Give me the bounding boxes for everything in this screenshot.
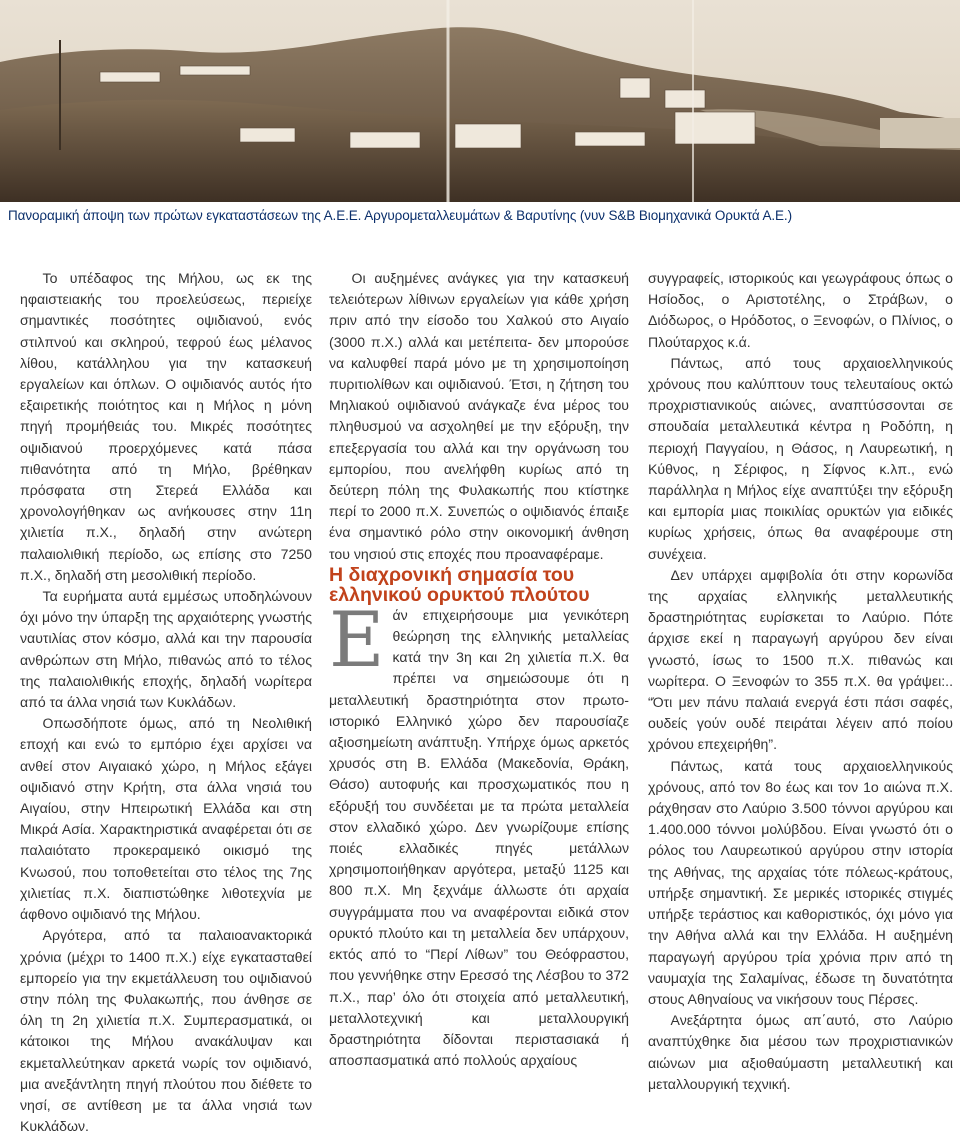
panoramic-mine-photo-icon	[0, 0, 960, 202]
paragraph: Πάντως, από τους αρχαιοελληνικούς χρόνους που καλύπτουν τους τελευταίους οκτώ προχριστιανικούς αιώνες, αναπτύσσονται σε σπουδαία μεταλλευτικά κέντρα η Ροδόπη, η περιοχή Παγγαίου, η Θάσος, η Λαυρεωτική, η Κύθνος, η Σέριφος, η Σίφνος κ.λπ., ενώ παράλληλα η Μήλος είχε αναπτύξει την εξόρυξη και εμπορία μιας ποικιλίας ορυκτών για ειδικές κυρίως χρήσεις, όπως θα αναφέρουμε στη συνέχεια.	[648, 354, 953, 562]
paragraph: Το υπέδαφος της Μήλου, ως εκ της ηφαιστειακής του προελεύσεως, περιείχε σημαντικές ποσότητες οψιδιανού, ενός στιλπνού και σκληρού, τεφρού έως μέλανος λίθου, κατάλληλου για την κατασκευή εργαλείων και όπλων. Ο οψιδιανός αυτός ήτο εξαιρετικής ποιότητος και η Μήλος η μόνη πηγή προμήθειάς του. Μικρές ποσότητες οψιδιανού προερχόμενες κατά πάσα πιθανότητα από τη Μήλο, βρέθηκαν πρόσφατα στη Στερεά Ελλάδα και χρονολογήθηκαν ως ανήκουσες στην 11η χιλιετία π.Χ., δηλαδή στην ανώτερη παλαιολιθική περίοδο, ως επίσης στο 7250 π.Χ., δηλαδή στη μεσολιθική περίοδο.	[20, 270, 312, 583]
paragraph: Τα ευρήματα αυτά εμμέσως υποδηλώνουν όχι μόνο την ύπαρξη της αρχαιότερης γνωστής ναυτιλίας στον κόσμο, αλλά και την παρουσία ανθρώπων στη Μήλο, πιθανώς από το τέλος της παλαιολιθικής εποχής, δηλαδή νωρίτερα από τα άλλα νησιά των Κυκλάδων.	[20, 588, 312, 711]
paragraph: Πάντως, κατά τους αρχαιοελληνικούς χρόνους, από τον 8ο έως και τον 1ο αιώνα π.Χ. ράχθησαν στο Λαύριο 3.500 τόννοι αργύρου και 1.400.000 τόννοι μολύβδου. Είναι γνωστό ότι ο ρόλος του Λαυρεωτικού αργύρου στην ιστορία της Αθήνας, της αρχαίας τότε πόλεως-κράτους, υπήρξε σημαντική. Σε μερικές ιστορικές στιγμές υπήρξε τεράστιος και καθοριστικός, όχι μόνο για την Αθήνα αλλά και την Ελλάδα. Η αυξημένη παραγωγή αργύρου τρία χρόνια πριν από τη ναυμαχία της Σαλαμίνας, έδωσε τη δυνατότητα στους Αθηναίους να νικήσουν τους Πέρσες.	[648, 757, 953, 1007]
article-column-3	[648, 268, 953, 1095]
paragraph: Αργότερα, από τα παλαιοανακτορικά χρόνια (μέχρι το 1400 π.Χ.) είχε εγκατασταθεί εμπορείο για την εκμετάλλευση του οψιδιανού στην πόλη της Φυλακωπής, που άνθησε σε όλη τη 2η χιλιετία π.Χ. Συμπερασματικά, οι κάτοικοι της Μήλου ανακάλυψαν και εκμεταλλεύτηκαν αρκετά νωρίς τον οψιδιανό, μια ανεξάντλητη πηγή πλούτου που διέθετε το νησί, σε αντίθεση με τα άλλα νησιά των Κυκλάδων.	[20, 927, 312, 1135]
drop-cap: Ε	[329, 594, 385, 684]
article-column-2	[329, 268, 629, 1071]
paragraph: Οπωσδήποτε όμως, από τη Νεολιθική εποχή και ενώ το εμπόριο έχει αρχίσει να ανθεί στον Αιγαιακό χώρο, η Μήλος εξάγει οψιδιανό στην Κρήτη, στα άλλα νησιά του Αιγαίου, στην Ηπειρωτική Ελλάδα και στη Μικρά Ασία. Χαρακτηριστικά αναφέρεται ότι σε παλαιότατο προκεραμεικό οικισμό της Κνωσού, που τοποθετείται στο τέλος της 7ης χιλιετίας π.Χ. διαπιστώθηκε λιθοτεχνία με άφθονο οψιδιανό της Μήλου.	[20, 715, 312, 923]
panoramic-photo	[0, 0, 960, 202]
article-column-1	[20, 268, 312, 1137]
paragraph: Δεν υπάρχει αμφιβολία ότι στην κορωνίδα της αρχαίας ελληνικής μεταλλευτικής δραστηριότητας ευρίσκεται το Λαύριο. Πότε άρχισε εκεί η παραγωγή αργύρου δεν είναι γνωστό, ίσως το 1500 π.Χ. πιθανώς και νωρίτερα. Ο Ξενοφών το 355 π.Χ. θα γράψει:.. “Ότι μεν πάνυ παλαιά ενεργά έστι πάσι σαφές, ουδείς γούν ουδέ πειράται λέγειν από ποίου χρόνου επεχειρήθη”.	[648, 566, 953, 753]
section-heading: Η διαχρονική σημασία του ελληνικού ορυκτού πλούτου	[329, 563, 590, 606]
paragraph-text: άν επιχειρήσουμε μια γενικότερη θεώρηση της ελληνικής μεταλλείας κατά την 3η και 2η χιλιετία π.Χ. θα πρέπει να σημειώσουμε ότι η μεταλλευτική δραστηριότητα στον πρωτο-ιστορικό Ελληνικό χώρο δεν παρουσίαζε αξιοσημείωτη ανάπτυξη. Υπήρχε όμως αρκετός χρυσός στη Β. Ελλάδα (Μακεδονία, Θράκη, Θάσο) αυτοφυής και προσχωματικός που η εξόρυξή του συνδέεται με τα πρώτα μεταλλεία στον ελλαδικό χώρο. Δεν γνωρίζουμε επίσης ποιές ελλαδικές πηγές μετάλλων χρησιμοποιήθηκαν αργότερα, μεταξύ 1125 και 800 π.Χ. Μη ξεχνάμε άλλωστε ότι αρχαία συγγράμματα που να αναφέρονται ειδικά στον ορυκτό πλούτο και τη μεταλλεία δεν υπάρχουν, εκτός από το “Περί Λίθων” του Θεόφραστου, που γεννήθηκε στην Ερεσσό της Λέσβου το 372 π.Χ., παρ’ όλο ότι στοιχεία από μεταλλευτική, μεταλλοτεχνική και μεταλλουργική δραστηριότητα δίδονται περιστασιακά ή αποσπασματικά από πολλούς αρχαίους	[329, 606, 629, 1069]
paragraph: Ανεξάρτητα όμως απ΄αυτό, στο Λαύριο αναπτύχθηκε δια μέσου των προχριστιανικών αιώνων μια αξιοθαύμαστη μεταλλευτική και μεταλλουργική τεχνική.	[648, 1012, 953, 1092]
photo-caption: Πανοραμική άποψη των πρώτων εγκαταστάσεων της Α.Ε.Ε. Αργυρομεταλλευμάτων & Βαρυτίνης (νυν S&B Βιομηχανικά Ορυκτά Α.Ε.)	[8, 208, 792, 223]
paragraph-with-dropcap	[329, 594, 629, 1071]
paragraph: Οι αυξημένες ανάγκες για την κατασκευή τελειότερων λίθινων εργαλείων για κάθε χρήση πριν από την είσοδο του Χαλκού στο Αιγαίο (3000 π.Χ.) αλλά και μετέπειτα- δεν μπορούσε να καλυφθεί παρά μόνο με τη χρησιμοποίηση πυριτιολίθων και οψιδιανού. Έτσι, η ζήτηση του Μηλιακού οψιδιανού ανάγκαζε ένα μέρος του πληθυσμού να ασχοληθεί με την εξόρυξη, την επεξεργασία του αλλά και την οργάνωση του εμπορίου, που ανελήφθη κυρίως από τη δεύτερη πόλη της Φυλακωπής που κτίστηκε περί το 2000 π.Χ. Συνεπώς ο οψιδιανός έπαιξε ένα σημαντικό ρόλο στην οικονομική άνθηση του νησιού στις εποχές που προαναφέραμε.	[329, 270, 629, 562]
paragraph: συγγραφείς, ιστορικούς και γεωγράφους όπως ο Ησίοδος, ο Αριστοτέλης, ο Στράβων, ο Διόδωρος, ο Ηρόδοτος, ο Ξενοφών, ο Πλίνιος, ο Πλούταρχος κ.ά.	[648, 270, 953, 350]
